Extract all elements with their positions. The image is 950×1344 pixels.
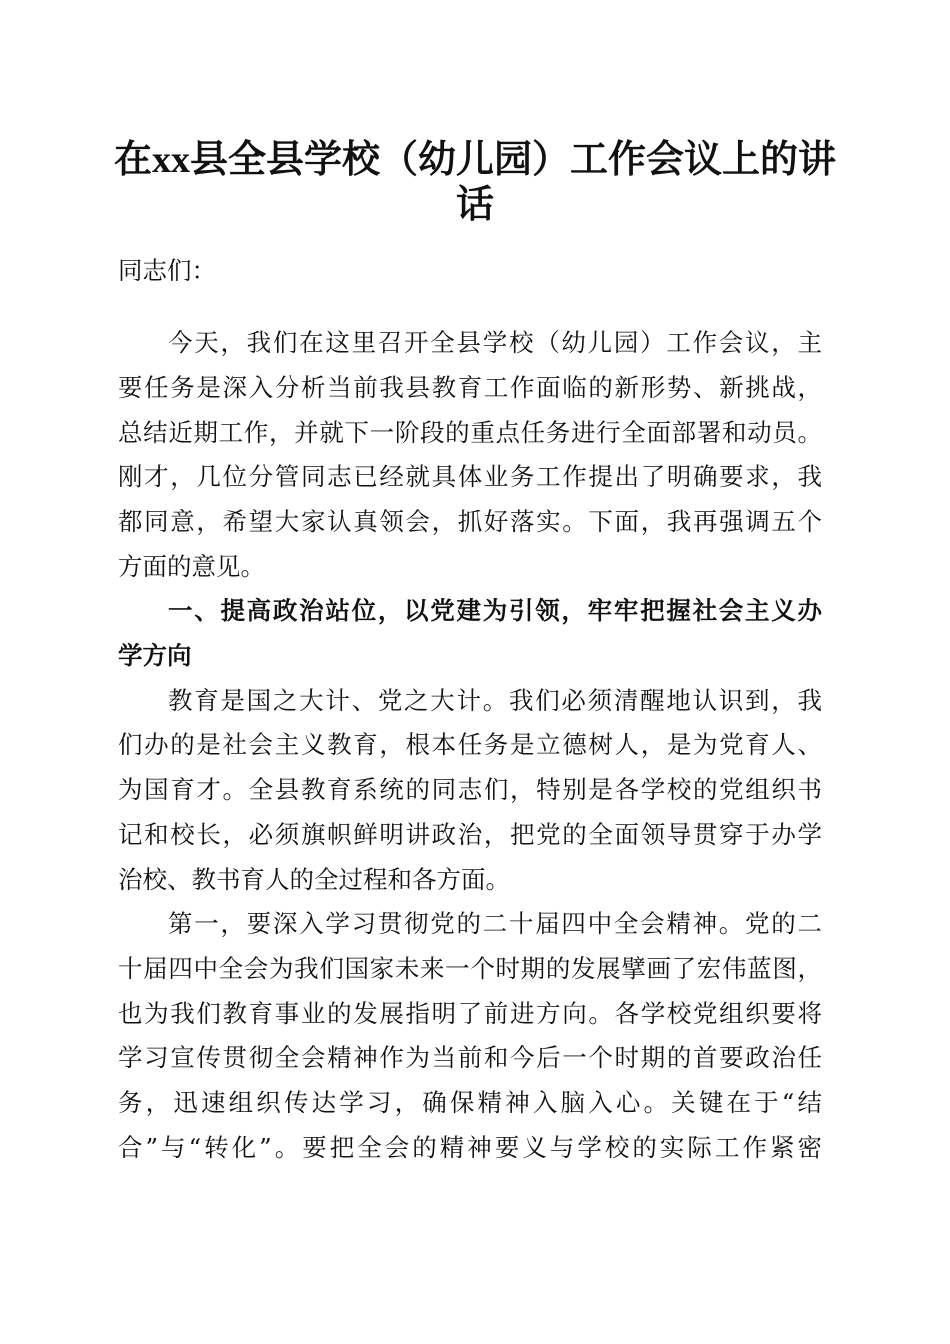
paragraph-line: 也为我们教育事业的发展指明了前进方向。各学校党组织要将 bbox=[118, 999, 822, 1028]
paragraph-line: 治校、教书育人的全过程和各方面。 bbox=[118, 865, 510, 894]
document-title-line-1: 在xx县全县学校（幼儿园）工作会议上的讲 bbox=[113, 139, 836, 181]
section-heading-line: 一、提高政治站位，以党建为引领，牢牢把握社会主义办 bbox=[168, 596, 822, 625]
paragraph-line: 教育是国之大计、党之大计。我们必须清醒地认识到，我 bbox=[168, 686, 822, 715]
document-title-line-2: 话 bbox=[455, 184, 494, 226]
paragraph-line: 们办的是社会主义教育，根本任务是立德树人，是为党育人、 bbox=[118, 730, 822, 759]
paragraph-line: 今天，我们在这里召开全县学校（幼儿园）工作会议，主 bbox=[168, 328, 822, 357]
paragraph-line: 刚才，几位分管同志已经就具体业务工作提出了明确要求，我 bbox=[118, 462, 822, 491]
paragraph-line: 要任务是深入分析当前我县教育工作面临的新形势、新挑战， bbox=[118, 373, 822, 402]
paragraph-line: 第一，要深入学习贯彻党的二十届四中全会精神。党的二 bbox=[168, 909, 822, 938]
paragraph-line: 为国育才。全县教育系统的同志们，特别是各学校的党组织书 bbox=[118, 775, 822, 804]
paragraph-line: 总结近期工作，并就下一阶段的重点任务进行全面部署和动员。 bbox=[118, 418, 822, 447]
paragraph-line: 方面的意见。 bbox=[118, 552, 265, 581]
paragraph-line: 都同意，希望大家认真领会，抓好落实。下面，我再强调五个 bbox=[118, 507, 822, 536]
section-heading-line: 学方向 bbox=[118, 641, 192, 670]
paragraph-line: 务，迅速组织传达学习，确保精神入脑入心。关键在于“结 bbox=[118, 1088, 822, 1117]
salutation: 同志们： bbox=[118, 256, 216, 285]
paragraph-line: 学习宣传贯彻全会精神作为当前和今后一个时期的首要政治任 bbox=[118, 1043, 822, 1072]
paragraph-line: 合”与“转化”。要把全会的精神要义与学校的实际工作紧密 bbox=[118, 1133, 822, 1162]
paragraph-line: 记和校长，必须旗帜鲜明讲政治，把党的全面领导贯穿于办学 bbox=[118, 820, 822, 849]
paragraph-line: 十届四中全会为我们国家未来一个时期的发展擘画了宏伟蓝图， bbox=[118, 954, 822, 983]
